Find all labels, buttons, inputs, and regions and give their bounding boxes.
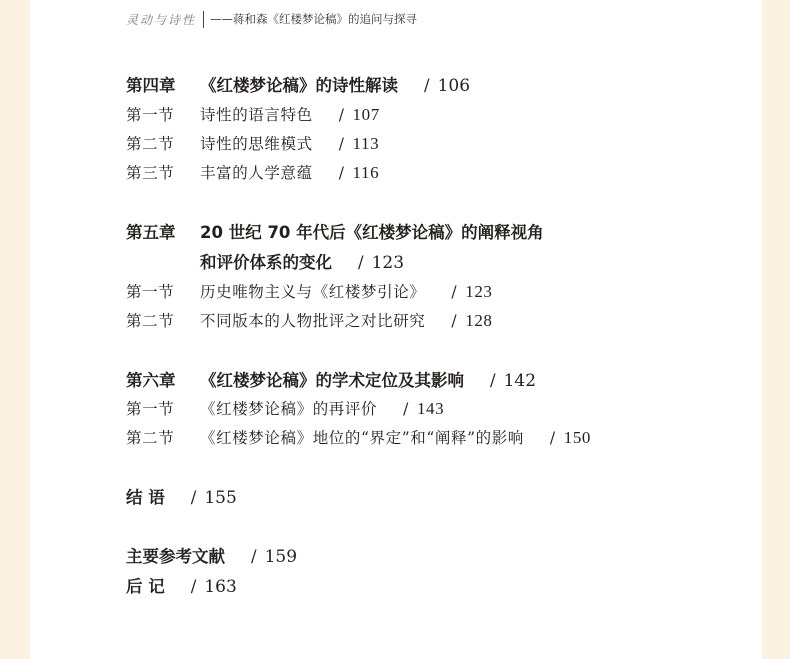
toc-entry-label: 第二节: [126, 429, 175, 447]
page-separator: /: [338, 135, 345, 153]
toc-page-number: 159: [264, 547, 298, 567]
toc-page-number: 116: [352, 163, 380, 182]
toc-entry-label: 结 语: [126, 488, 165, 507]
page-separator: /: [338, 106, 345, 124]
toc-chapter-entry[interactable]: [126, 74, 470, 98]
toc-entry-title: 和评价体系的变化: [200, 253, 332, 272]
page-separator: /: [190, 577, 197, 596]
toc-page-number: 142: [503, 371, 537, 391]
toc-entry-label: 后 记: [126, 577, 165, 596]
toc-entry-title: 丰富的人学意蕴: [200, 164, 313, 182]
page-separator: /: [338, 164, 345, 182]
toc-entry-label: 第五章: [126, 223, 176, 242]
series-brand: 灵动与诗性: [126, 12, 197, 27]
toc-entry-label: 第一节: [126, 106, 175, 124]
toc-page-number: 123: [371, 253, 405, 273]
toc-entry-title: 历史唯物主义与《红楼梦引论》: [200, 283, 426, 301]
toc-entry-title: 《红楼梦论稿》的再评价: [200, 400, 378, 418]
header-subtitle: ——蒋和森《红楼梦论稿》的追问与探寻: [210, 12, 418, 26]
page-separator: /: [490, 371, 496, 390]
toc-entry-label: 第二节: [126, 135, 175, 153]
toc-entry-label: 第四章: [126, 76, 176, 95]
toc-chapter-entry[interactable]: [126, 369, 536, 393]
toc-chapter-entry[interactable]: [126, 251, 404, 275]
toc-entry-title: 20 世纪 70 年代后《红楼梦论稿》的阐释视角: [200, 223, 544, 242]
toc-section-entry[interactable]: [126, 132, 379, 156]
toc-entry-label: 第二节: [126, 312, 175, 330]
toc-page-number: 106: [437, 76, 471, 96]
toc-page-number: 143: [416, 399, 445, 418]
page-separator: /: [424, 76, 430, 95]
header-divider: [203, 11, 204, 28]
toc-chapter-entry[interactable]: [126, 221, 544, 245]
toc-entry-label: 第六章: [126, 371, 176, 390]
toc-chapter-entry[interactable]: [126, 486, 237, 510]
toc-section-entry[interactable]: [126, 309, 493, 333]
toc-entry-label: 第一节: [126, 400, 175, 418]
toc-entry-title: 不同版本的人物批评之对比研究: [200, 312, 426, 330]
toc-entry-title: 诗性的思维模式: [200, 135, 313, 153]
page-separator: /: [190, 488, 197, 507]
toc-section-entry[interactable]: [126, 161, 379, 185]
toc-entry-title: 《红楼梦论稿》的学术定位及其影响: [200, 371, 464, 390]
toc-section-entry[interactable]: [126, 426, 591, 450]
toc-page-number: 113: [352, 134, 380, 153]
toc-page-number: 150: [563, 428, 592, 447]
toc-entry-label: 第一节: [126, 283, 175, 301]
page-separator: /: [451, 283, 458, 301]
page-separator: /: [549, 429, 556, 447]
toc-entry-label: 第三节: [126, 164, 175, 182]
toc-entry-title: 诗性的语言特色: [200, 106, 313, 124]
page-separator: /: [403, 400, 409, 418]
toc-entry-title: 《红楼梦论稿》地位的“界定”和“阐释”的影响: [200, 429, 524, 447]
toc-section-entry[interactable]: [126, 280, 493, 304]
toc-section-entry[interactable]: [126, 103, 380, 127]
toc-page-number: 155: [204, 488, 237, 508]
page-separator: /: [251, 547, 257, 566]
toc-page-number: 123: [465, 282, 493, 301]
running-header: [126, 9, 417, 29]
toc-chapter-entry[interactable]: [126, 575, 237, 599]
toc-page-number: 107: [352, 105, 380, 124]
toc-entry-title: 《红楼梦论稿》的诗性解读: [200, 76, 398, 95]
toc-page-number: 128: [465, 311, 493, 330]
book-page: [30, 0, 762, 659]
toc-chapter-entry[interactable]: [126, 545, 297, 569]
toc-section-entry[interactable]: [126, 397, 444, 421]
toc-entry-label: 主要参考文献: [126, 547, 225, 566]
toc-page-number: 163: [204, 577, 237, 597]
page-separator: /: [451, 312, 458, 330]
page-separator: /: [358, 253, 364, 272]
